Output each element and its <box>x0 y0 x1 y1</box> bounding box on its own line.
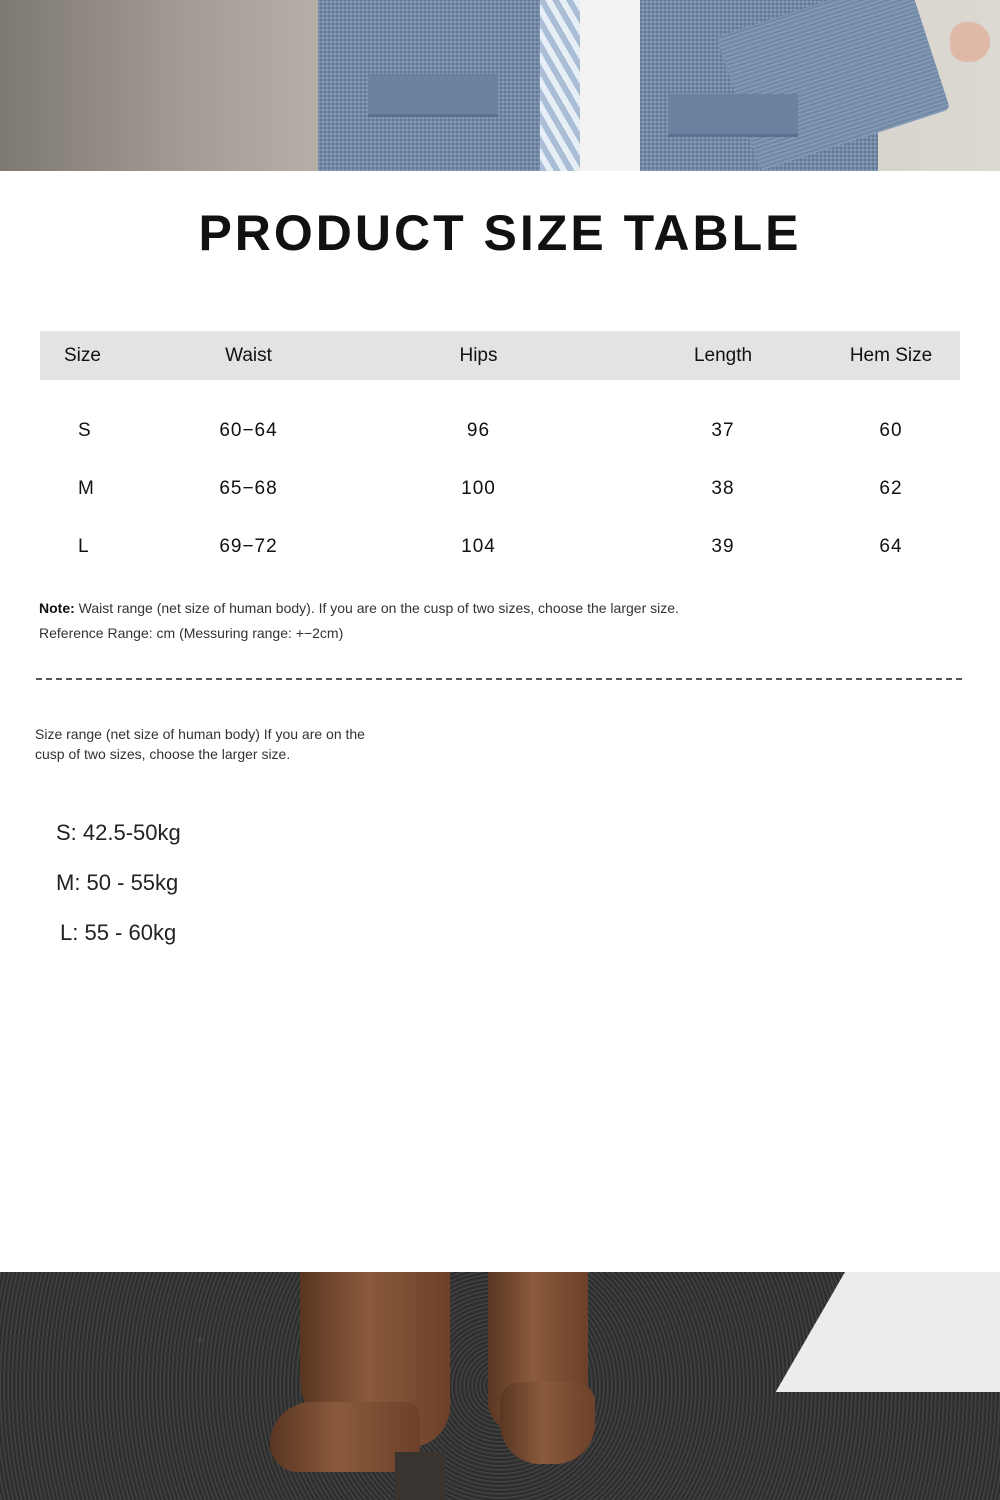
weight-guide <box>56 815 181 965</box>
table-row <box>40 518 960 576</box>
header-size: Size <box>64 344 101 366</box>
cell-hips: 104 <box>461 536 496 557</box>
page-title: PRODUCT SIZE TABLE <box>198 205 802 261</box>
header-length: Length <box>693 344 753 366</box>
header-waist: Waist <box>225 344 272 366</box>
size-range-note: Size range (net size of human body) If you are on the cusp of two sizes, choose the larger size. <box>35 726 365 762</box>
size-table <box>40 331 960 576</box>
model-hand <box>950 22 990 62</box>
jacket-pocket-right <box>668 94 798 137</box>
header-hem-size: Hem Size <box>849 344 933 366</box>
header-hips: Hips <box>459 344 498 366</box>
cell-waist: 60−64 <box>219 420 278 441</box>
weight-item-l: L: 55 - 60kg <box>60 920 177 945</box>
top-product-photo <box>0 0 1000 171</box>
table-row <box>40 460 960 518</box>
weight-item-s: S: 42.5-50kg <box>56 820 181 845</box>
cell-hem-size: 62 <box>879 478 903 499</box>
note-label: Note: <box>39 600 75 616</box>
cell-size: S <box>78 420 92 441</box>
bottom-product-photo <box>0 1272 1000 1500</box>
cell-size: L <box>78 536 90 557</box>
table-row <box>40 402 960 460</box>
table-header-row <box>40 331 960 380</box>
cell-length: 38 <box>711 478 735 499</box>
jacket-sleeve <box>716 0 950 171</box>
striped-scarf <box>540 0 580 171</box>
cell-hips: 96 <box>466 420 491 441</box>
weight-item-m: M: 50 - 55kg <box>56 870 179 895</box>
left-boot-heel <box>395 1452 445 1500</box>
cell-waist: 65−68 <box>219 478 278 499</box>
cell-hips: 100 <box>461 478 496 499</box>
cell-hem-size: 64 <box>879 536 903 557</box>
note-text: Waist range (net size of human body). If you are on the cusp of two sizes, choose the larger size. <box>74 600 679 616</box>
right-boot-toe <box>500 1382 595 1464</box>
road-marking <box>776 1272 1000 1392</box>
cell-hem-size: 60 <box>879 420 903 441</box>
photo-background-wall <box>0 0 320 171</box>
reference-range: Reference Range: cm (Messuring range: +−2cm) <box>39 625 344 641</box>
dashed-divider <box>36 678 962 680</box>
cell-length: 37 <box>711 420 735 441</box>
cell-size: M <box>78 478 95 499</box>
measurement-note <box>39 596 679 646</box>
cell-waist: 69−72 <box>219 536 278 557</box>
jacket-pocket-left <box>368 74 498 117</box>
cell-length: 39 <box>711 536 735 557</box>
